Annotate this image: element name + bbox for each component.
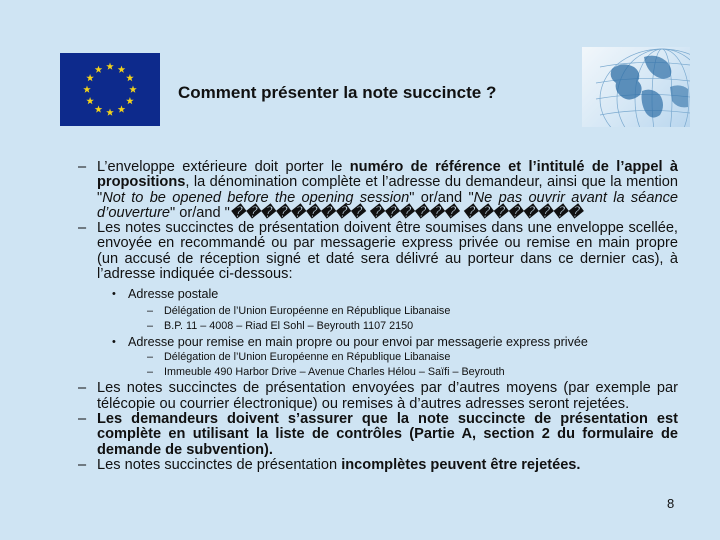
bullet-submission: [78, 221, 678, 282]
bullet-run: Les notes succinctes de présentation envoyées par d’autres moyens (par exemple par télécopie ou courrier électronique) ou remises à d’autres adresses seront rejetées.: [97, 380, 678, 412]
bullet-text: [97, 220, 678, 282]
address-line: [147, 319, 678, 334]
bullet-run: L’enveloppe extérieure doit porter le: [97, 159, 350, 175]
flag-star-icon: [86, 97, 94, 104]
bullet-dot: •: [112, 336, 116, 349]
bullet-emphasis: numéro de référence et l’intitulé de l’appel à propositions: [97, 159, 678, 191]
bullet-dash: –: [147, 320, 154, 333]
bullet-dash: –: [78, 456, 87, 473]
address-postal-label: [112, 287, 678, 302]
address-hand-delivery-label: [112, 335, 678, 350]
bullet-dash: –: [147, 351, 154, 364]
bullet-run: Les notes succinctes de présentation: [97, 456, 342, 473]
bullet-quote: Ne pas ouvrir avant la séance d’ouverture: [97, 189, 678, 221]
address-line: [147, 304, 678, 319]
address-label: Adresse pour remise en main propre ou pour envoi par messagerie express privée: [128, 335, 588, 350]
bullet-dash: –: [78, 380, 87, 397]
address-line-text: B.P. 11 – 4008 – Riad El Sohl – Beyrouth 1107 2150: [164, 320, 414, 333]
globe-map-image: [582, 47, 690, 127]
bullet-incomplete: [78, 458, 678, 473]
bullet-run: " or/and ": [409, 189, 474, 206]
bullet-dash: –: [78, 410, 87, 427]
bullet-envelope: [78, 160, 678, 221]
flag-star-icon: [118, 66, 126, 73]
address-label: Adresse postale: [128, 287, 219, 302]
bullet-dash: –: [78, 159, 87, 175]
address-line-text: Délégation de l’Union Européenne en République Libanaise: [164, 351, 451, 364]
flag-star-icon: [129, 86, 137, 93]
bullet-run: , la dénomination complète et l’adresse du demandeur, ainsi que la mention ": [97, 174, 678, 206]
flag-star-icon: [118, 105, 126, 112]
flag-star-icon: [126, 97, 134, 104]
address-line: [147, 350, 678, 365]
bullet-text: [97, 159, 678, 221]
bullet-run: " or/and ": [170, 204, 230, 221]
address-line: [147, 365, 678, 380]
flag-star-icon: [95, 66, 103, 73]
slide-title: Comment présenter la note succincte ?: [178, 83, 497, 102]
bullet-dot: •: [112, 288, 116, 301]
bullet-emphasis: incomplètes peuvent être rejetées.: [341, 456, 581, 473]
bullet-text: [97, 411, 678, 458]
bullet-other-means: [78, 381, 678, 412]
flag-star-icon: [95, 105, 103, 112]
flag-star-icon: [83, 86, 91, 93]
bullet-quote: Not to be opened before the opening session: [102, 189, 410, 206]
eu-flag-logo: [60, 53, 160, 126]
bullet-dash: –: [147, 305, 154, 318]
bullet-run: Les notes succinctes de présentation doivent être soumises dans une enveloppe scellée, envoyée en recommandé ou par messagerie express privée ou remise en main propre (un accusé de réception signé et daté sera délivré au porteur dans ce dernier cas), à l’adresse indiquée ci-dessous:: [97, 220, 678, 283]
body-text: [78, 160, 678, 473]
bullet-dash: –: [78, 220, 87, 237]
flag-star-icon: [86, 74, 94, 81]
flag-star-icon: [106, 63, 114, 70]
bullet-checklist: [78, 412, 678, 458]
flag-star-icon: [106, 109, 114, 116]
bullet-emphasis: ��������� ������ ��������: [229, 204, 583, 221]
bullet-emphasis: Les demandeurs doivent s’assurer que la note succincte de présentation est complète en utilisant la liste de contrôles (Partie A, section 2 du formulaire de demande de subvention).: [97, 410, 678, 458]
address-line-text: Immeuble 490 Harbor Drive – Avenue Charles Hélou – Saïfi – Beyrouth: [164, 366, 505, 379]
page-number: 8: [667, 496, 675, 511]
bullet-text: [97, 457, 580, 473]
flag-star-icon: [126, 74, 134, 81]
address-line-text: Délégation de l’Union Européenne en République Libanaise: [164, 305, 451, 318]
bullet-dash: –: [147, 366, 154, 379]
bullet-text: [97, 380, 678, 411]
